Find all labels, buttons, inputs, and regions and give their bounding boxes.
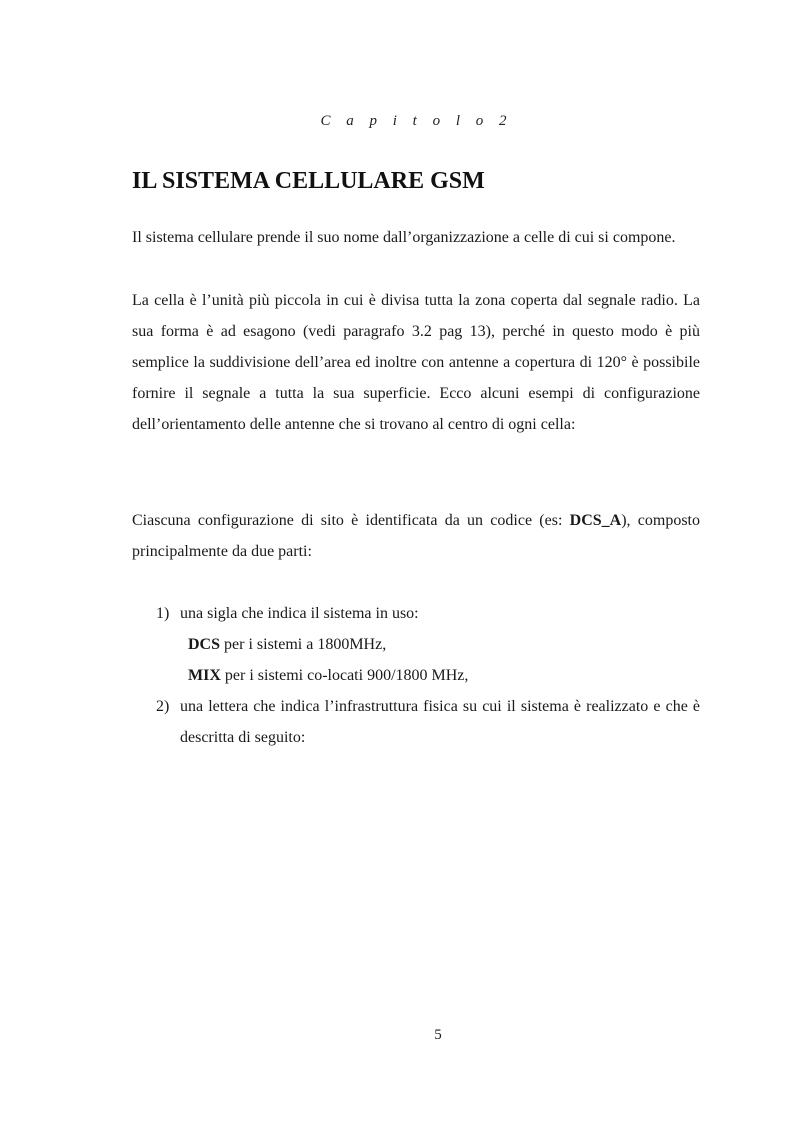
sub-item-mix: [180, 660, 700, 691]
page-number: 5: [434, 1027, 442, 1043]
page-title: IL SISTEMA CELLULARE GSM: [132, 168, 485, 194]
chapter-label: C a p i t o l o 2: [320, 113, 513, 129]
paragraph-text-before-code: Ciascuna configurazione di sito è identificata da un codice (es:: [132, 512, 570, 529]
code-example: DCS_A: [569, 512, 622, 529]
list-number: 2): [156, 698, 170, 715]
code-dcs-description: per i sistemi a 1800MHz,: [220, 636, 387, 653]
code-mix: MIX: [188, 667, 221, 684]
code-mix-description: per i sistemi co-locati 900/1800 MHz,: [220, 667, 469, 684]
list-number: 1): [156, 605, 170, 622]
list-item-text: una lettera che indica l’infrastruttura fisica su cui il sistema è realizzato e che è descritta di seguito:: [180, 698, 700, 746]
list-item-infrastructure: [150, 691, 700, 753]
paragraph-site-configuration: [132, 505, 700, 567]
code-parts-list: [150, 598, 700, 753]
paragraph-intro: Il sistema cellulare prende il suo nome dall’organizzazione a celle di cui si compone.: [132, 229, 676, 246]
paragraph-text-after-code: ), composto principalmente da due parti:: [132, 512, 700, 560]
code-dcs: DCS: [188, 636, 221, 653]
list-item-system: [150, 598, 700, 691]
paragraph-cell-description: La cella è l’unità più piccola in cui è divisa tutta la zona coperta dal segnale radio. La sua forma è ad esagono (vedi paragrafo 3.2 pag 13), perché in questo modo è più semplice la suddivisione dell’area ed inoltre con antenne a copertura di 120° è possibile fornire il segnale a tutta la sua superficie. Ecco alcuni esempi di configurazione dell’orientamento delle antenne che si trovano al centro di ogni cella:: [132, 292, 700, 433]
list-item-text: una sigla che indica il sistema in uso:: [180, 605, 419, 622]
sub-item-dcs: [180, 629, 700, 660]
